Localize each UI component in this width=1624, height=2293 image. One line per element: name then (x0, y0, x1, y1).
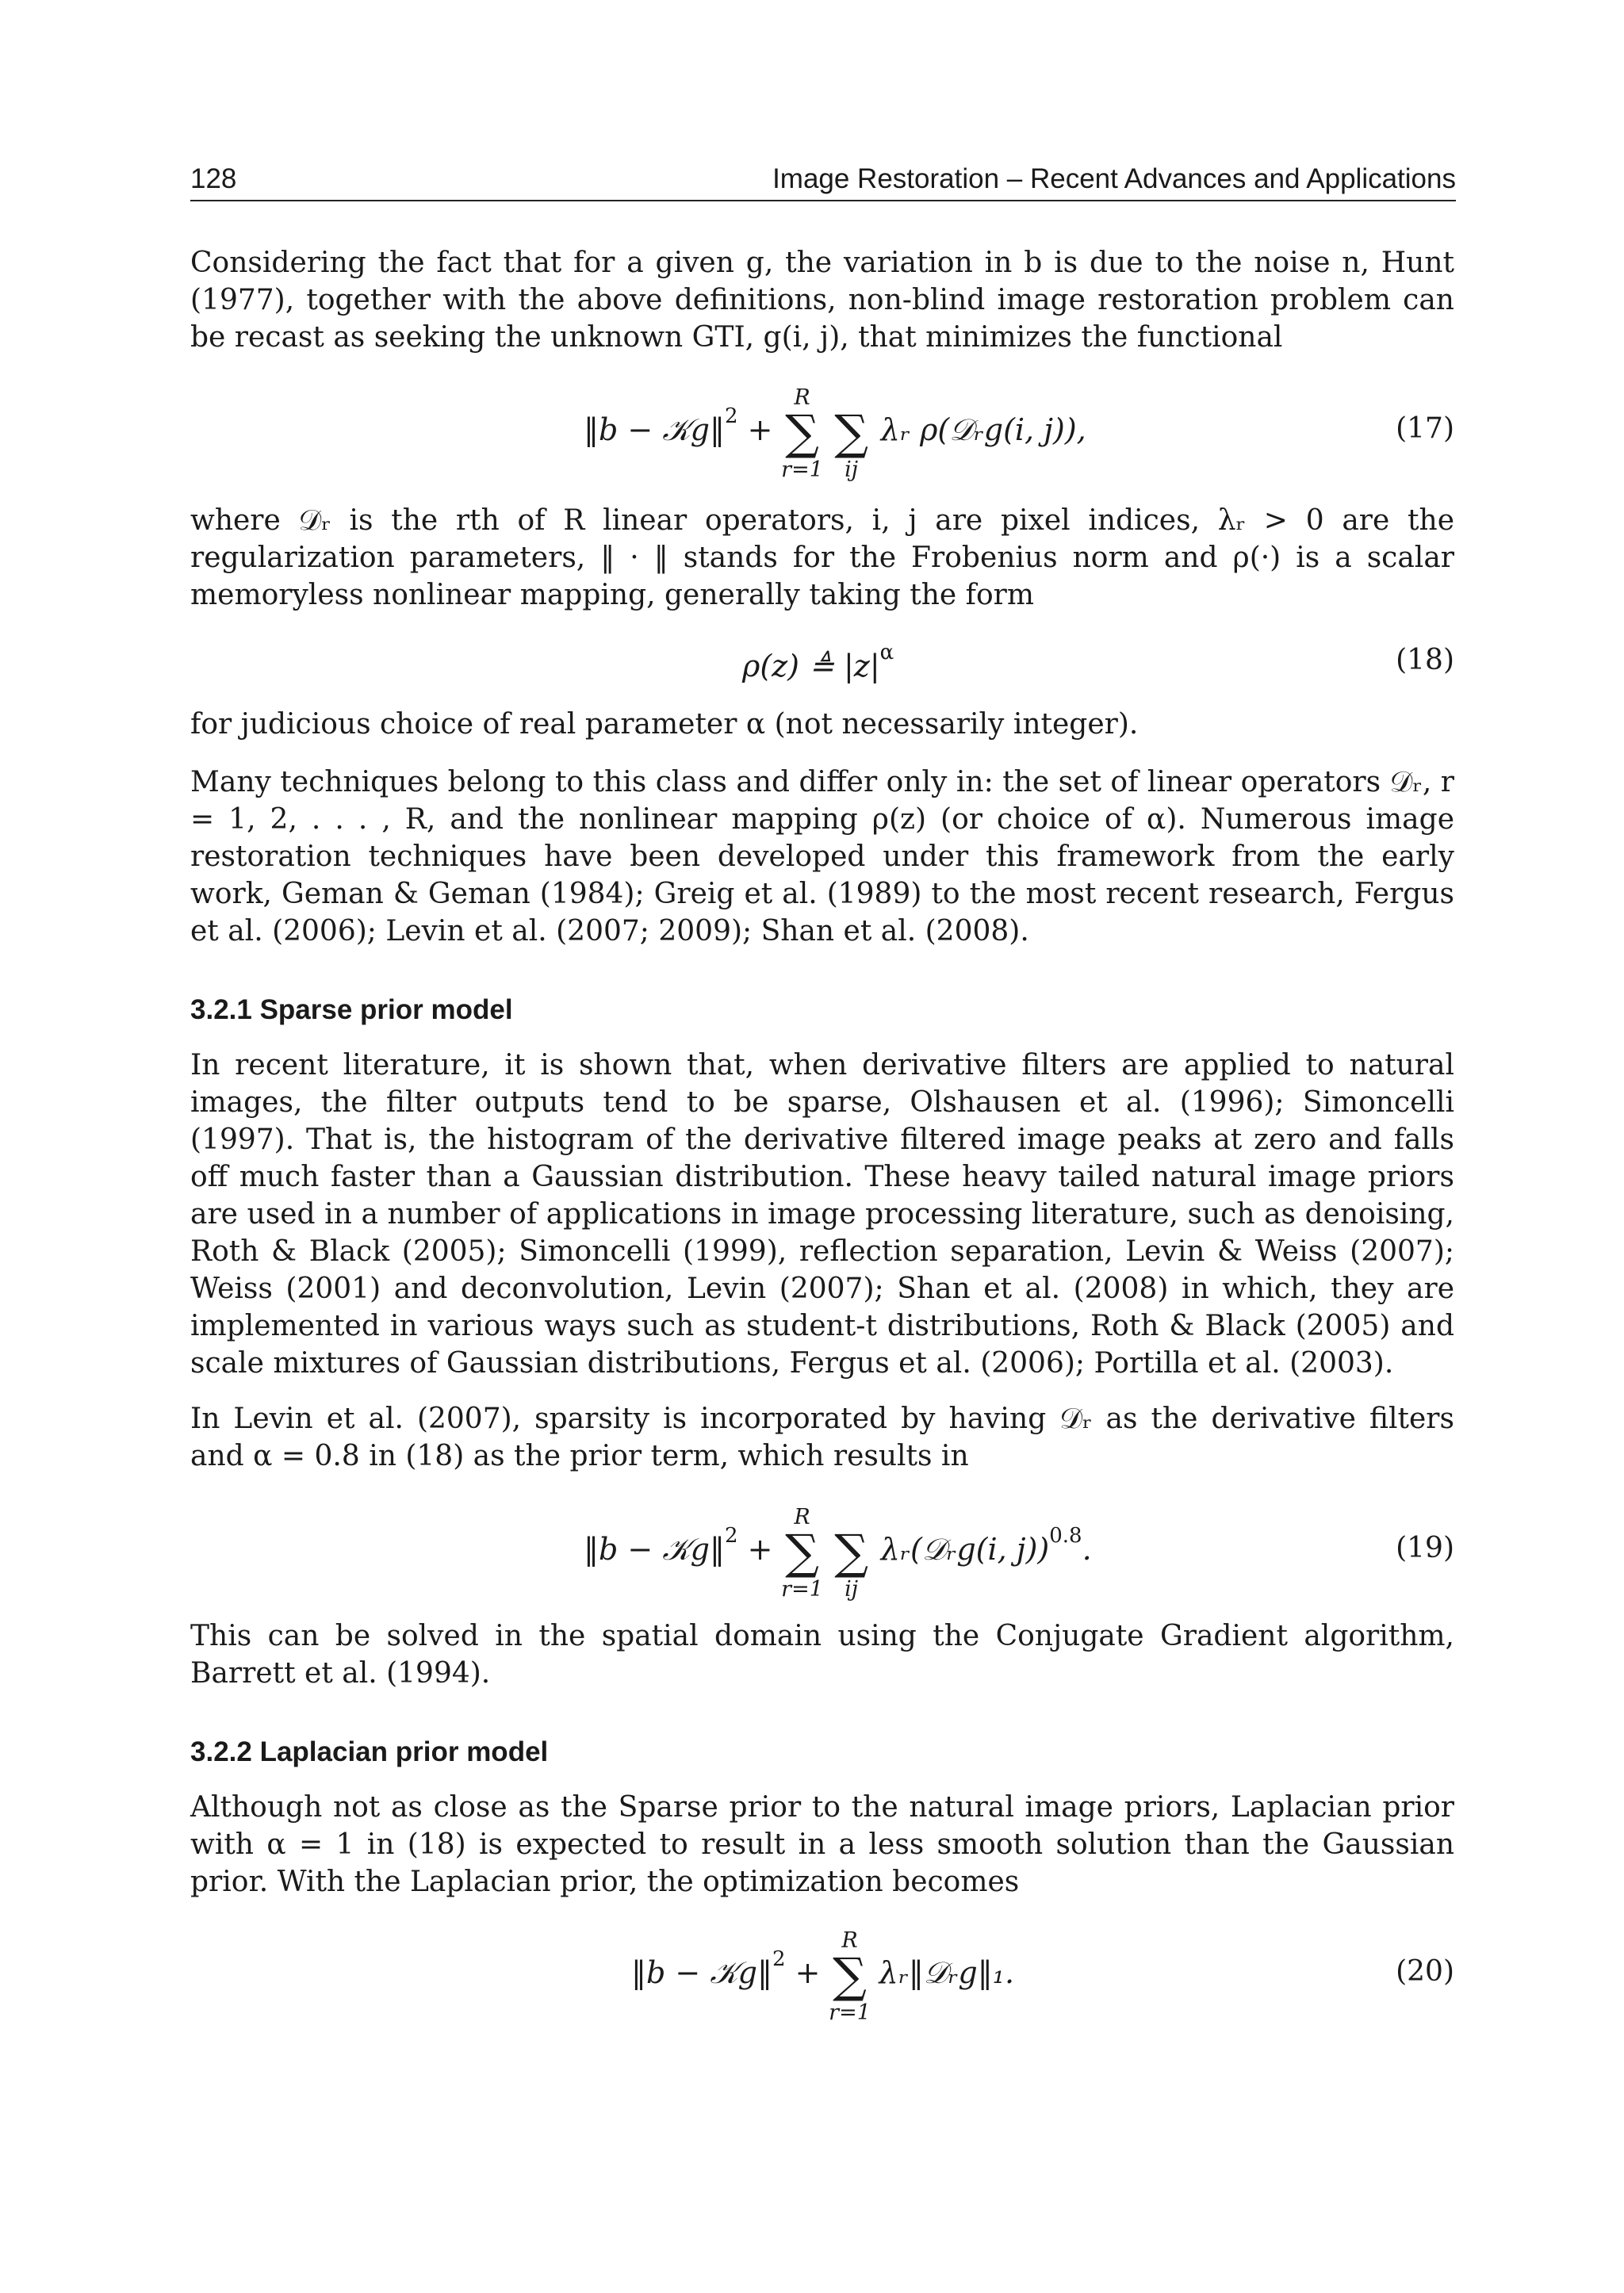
eq20-sum-upper: R (841, 1927, 858, 1953)
eq19-sum2-lower: ij (845, 1576, 859, 1602)
eq20-power: 2 (772, 1947, 786, 1971)
paragraph-conjugate: This can be solved in the spatial domain using the Conjugate Gradient algorithm, Barrett et al. (1994). (190, 1620, 1454, 1690)
equation-20 (631, 1927, 1015, 2025)
eq19-sum-lower: r=1 (781, 1576, 823, 1602)
eq19-sum-ij: ∑ ij (832, 1529, 871, 1576)
eq18-power: α (879, 641, 894, 664)
eq19-plus: + (747, 1532, 773, 1567)
eq17-body: λᵣ ρ(𝒟ᵣg(i, j)), (880, 412, 1086, 447)
paragraph-intro: Considering the fact that for a given g, the variation in b is due to the noise n, Hunt (1977), together with the above definitions, non-blind image restoration problem can be recast as seeking the unknown GTI, g(i, j), that minimizes the functional (190, 247, 1454, 354)
eq20-sum-lower: r=1 (829, 2000, 871, 2025)
eq17-norm: ‖b − 𝒦g‖ (584, 412, 725, 447)
eq20-norm: ‖b − 𝒦g‖ (631, 1955, 772, 1990)
eq20-plus: + (795, 1955, 821, 1990)
eq17-sum-ij: ∑ ij (832, 409, 871, 457)
equation-18 (742, 641, 894, 683)
section-heading-laplacian: 3.2.2 Laplacian prior model (190, 1736, 549, 1767)
eq17-plus: + (747, 412, 773, 447)
equation-number-18: (18) (1396, 644, 1454, 676)
eq18-body: ρ(z) ≜ |z| (742, 649, 880, 683)
eq17-sum-upper: R (794, 385, 810, 410)
paragraph-where: where 𝒟ᵣ is the rth of R linear operators, i, j are pixel indices, λᵣ > 0 are the regularization parameters, ‖ · ‖ stands for the Frobenius norm and ρ(·) is a scalar memoryless nonlinear mapping, generally taking the form (190, 504, 1454, 611)
eq19-body: λᵣ(𝒟ᵣg(i, j)) (880, 1532, 1050, 1567)
section-heading-sparse: 3.2.1 Sparse prior model (190, 994, 513, 1025)
eq17-sum-lower: r=1 (781, 457, 823, 482)
equation-number-19: (19) (1396, 1532, 1454, 1564)
eq17-power: 2 (724, 404, 738, 428)
eq20-sum-r: R ∑ r=1 (830, 1952, 870, 2000)
eq19-body-power: 0.8 (1049, 1524, 1082, 1548)
eq19-sum-upper: R (794, 1504, 810, 1529)
paragraph-judicious: for judicious choice of real parameter α (not necessarily integer). (190, 708, 1139, 741)
page-number: 128 (190, 163, 237, 194)
paragraph-techniques: Many techniques belong to this class and differ only in: the set of linear operators 𝒟ᵣ, r = 1, 2, . . . , R, and the nonlinear mapping ρ(z) (or choice of α). Numerous image restoration techniques have been developed under this framework from the early work, Geman & Geman (1984); Greig et al. (1989) to the most recent research, Fergus et al. (2006); Levin et al. (2007; 2009); Shan et al. (2008). (190, 766, 1454, 947)
paragraph-levin: In Levin et al. (2007), sparsity is incorporated by having 𝒟ᵣ as the derivative filters and α = 0.8 in (18) as the prior term, which results in (190, 1403, 1454, 1472)
equation-number-20: (20) (1396, 1955, 1454, 1988)
eq17-sum2-lower: ij (845, 457, 859, 482)
paragraph-sparse: In recent literature, it is shown that, when derivative filters are applied to natural images, the filter outputs tend to be sparse, Olshausen et al. (1996); Simoncelli (1997). That is, the histogram of the derivative filtered image peaks at zero and falls off much faster than a Gaussian distribution. These heavy tailed natural image priors are used in a number of applications in image processing literature, such as denoising, Roth & Black (2005); Simoncelli (1999), reflection separation, Levin & Weiss (2007); Weiss (2001) and deconvolution, Levin (2007); Shan et al. (2008) in which, they are implemented in various ways such as student-t distributions, Roth & Black (2005) and scale mixtures of Gaussian distributions, Fergus et al. (2006); Portilla et al. (2003). (190, 1049, 1454, 1380)
eq19-period: . (1082, 1532, 1092, 1567)
equation-19 (584, 1504, 1092, 1602)
eq20-body: λᵣ‖𝒟ᵣg‖₁. (879, 1955, 1015, 1990)
eq19-power: 2 (724, 1524, 738, 1548)
running-title: Image Restoration – Recent Advances and Applications (772, 163, 1456, 194)
equation-number-17: (17) (1396, 412, 1454, 445)
eq19-norm: ‖b − 𝒦g‖ (584, 1532, 725, 1567)
paragraph-laplacian: Although not as close as the Sparse prior to the natural image priors, Laplacian prior with α = 1 in (18) is expected to result in a less smooth solution than the Gaussian prior. With the Laplacian prior, the optimization becomes (190, 1791, 1454, 1898)
eq19-sum-r: R ∑ r=1 (783, 1529, 822, 1576)
running-header (190, 162, 1456, 201)
equation-17 (584, 385, 1086, 482)
eq17-sum-r: R ∑ r=1 (783, 409, 822, 457)
